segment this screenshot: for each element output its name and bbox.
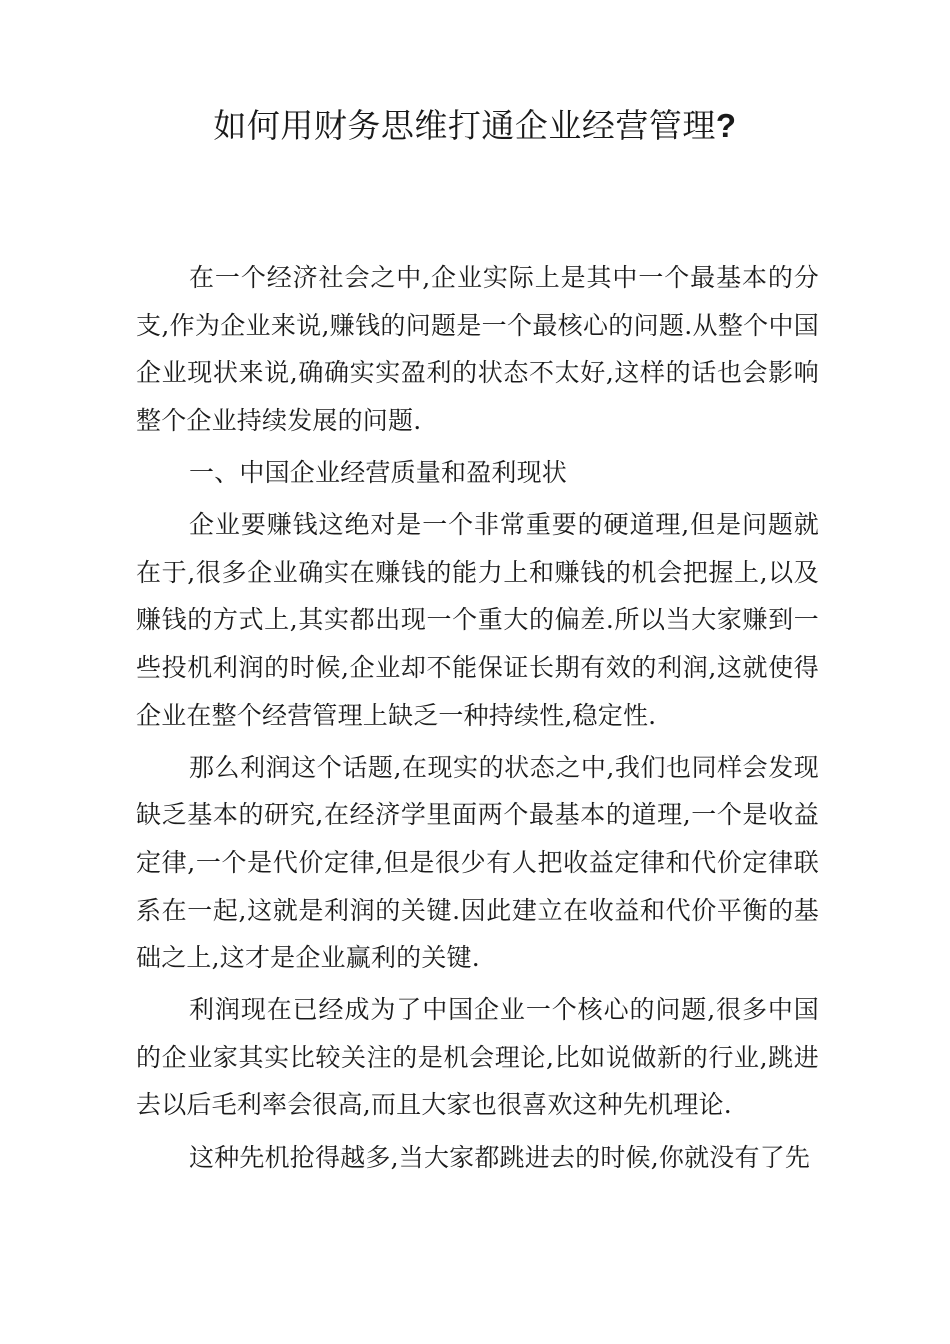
paragraph-profit-research: 那么利润这个话题,在现实的状态之中,我们也同样会发现缺乏基本的研究,在经济学里面两个最基本的道理,一个是收益定律,一个是代价定律,但是很少有人把收益定律和代价定律联系在一起,这就是利润的关键.因此建立在收益和代价平衡的基础之上,这才是企业赢利的关键. bbox=[136, 752, 819, 973]
document-body bbox=[136, 254, 819, 1186]
paragraph-earning: 企业要赚钱这绝对是一个非常重要的硬道理,但是问题就在于,很多企业确实在赚钱的能力上和赚钱的机会把握上,以及赚钱的方式上,其实都出现一个重大的偏差.所以当大家赚到一些投机利润的时候,企业却不能保证长期有效的利润,这就使得企业在整个经营管理上缺乏一种持续性,稳定性. bbox=[136, 510, 819, 730]
paragraph-first-mover: 这种先机抢得越多,当大家都跳进去的时候,你就没有了先 bbox=[189, 1142, 811, 1172]
document-title-question-mark: ? bbox=[715, 107, 737, 144]
paragraph-intro: 在一个经济社会之中,企业实际上是其中一个最基本的分支,作为企业来说,赚钱的问题是一个最核心的问题.从整个中国企业现状来说,确确实实盈利的状态不太好,这样的话也会影响整个企业持续发展的问题. bbox=[136, 263, 819, 435]
document-title bbox=[0, 102, 950, 150]
document-title-text: 如何用财务思维打通企业经营管理 bbox=[213, 106, 716, 145]
section-heading-1: 一、中国企业经营质量和盈利现状 bbox=[189, 457, 568, 487]
paragraph-opportunity-theory: 利润现在已经成为了中国企业一个核心的问题,很多中国的企业家其实比较关注的是机会理论,比如说做新的行业,跳进去以后毛利率会很高,而且大家也很喜欢这种先机理论. bbox=[136, 995, 819, 1120]
